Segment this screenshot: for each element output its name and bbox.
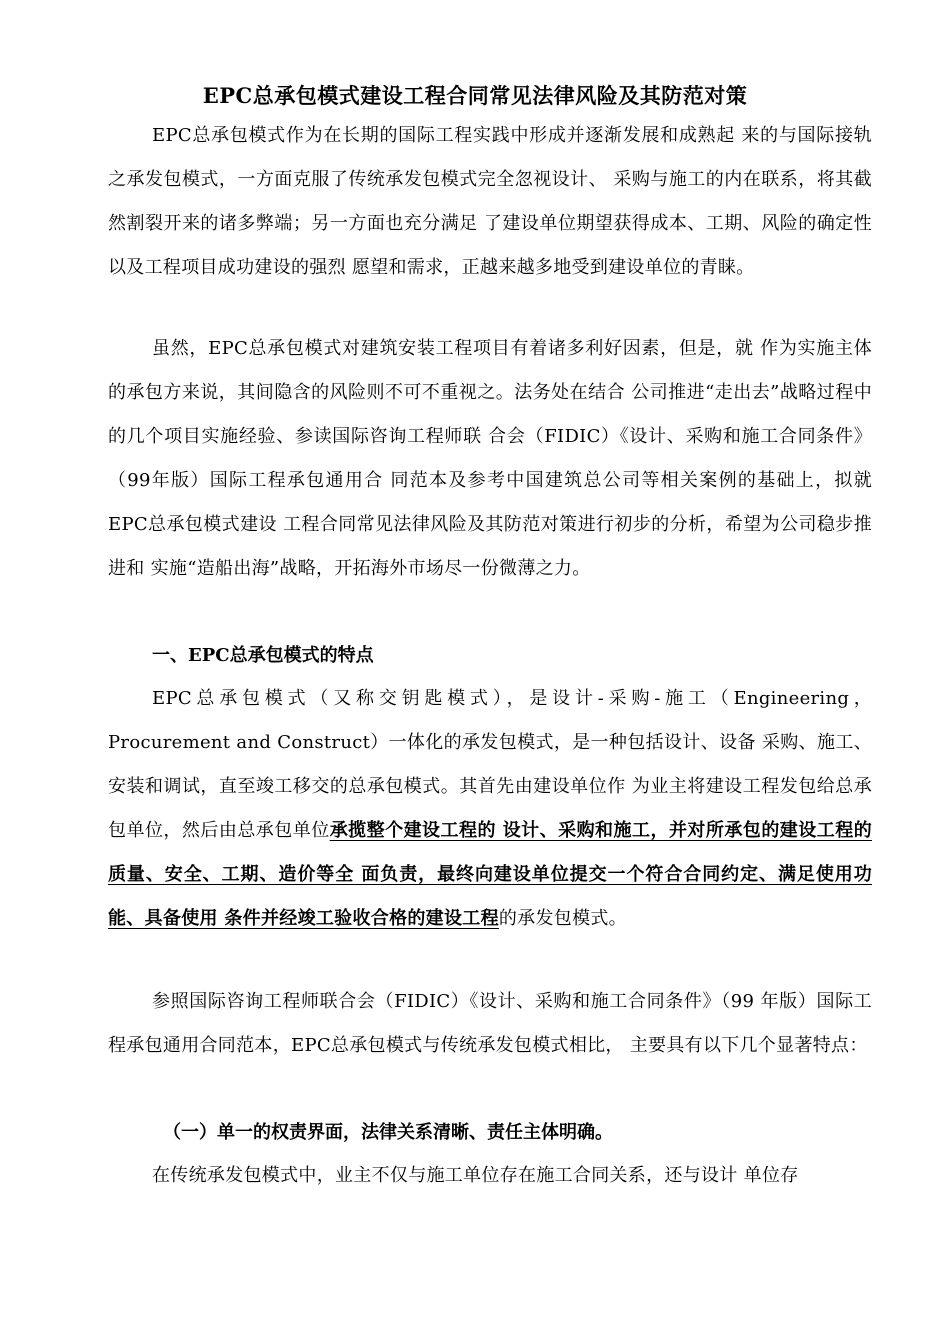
paragraph-1-text: EPC总承包模式作为在长期的国际工程实践中形成并逐渐发展和成熟起 来的与国际接轨之承发包模式，一方面克服了传统承发包模式完全忽视设计、 采购与施工的内在联系，将其截然割裂开来的诸多弊端；另一方面也充分满足 了建设单位期望获得成本、工期、风险的确定性以及工程项目成功建设的强烈 愿望和需求，正越来越多地受到建设单位的青睐。: [108, 125, 872, 278]
paragraph-traditional-model: [108, 1154, 872, 1198]
paragraph-epc-definition: [108, 677, 872, 941]
paragraph-5-text: 在传统承发包模式中，业主不仅与施工单位存在施工合同关系，还与设计 单位存: [152, 1165, 799, 1186]
paragraph-intro: [108, 114, 872, 290]
paragraph-risk-overview: [108, 327, 872, 591]
paragraph-3-emphasis: 承揽整个建设工程的 设计、采购和施工，并对所承包的建设工程的质量、安全、工期、造价等全 面负责，最终向建设单位提交一个符合合同约定、满足使用功能、具备使用 条件并经竣工验收合格的建设工程: [108, 820, 872, 929]
paragraph-3-text: [108, 677, 872, 941]
paragraph-3-tail: 的承发包模式。: [498, 908, 627, 929]
document-title: EPC总承包模式建设工程合同常见法律风险及其防范对策: [202, 83, 748, 108]
subsection-1-heading: （一）单一的权责界面，法律关系清晰、责任主体明确。: [163, 1122, 613, 1143]
section-1-heading: 一、EPC总承包模式的特点: [152, 645, 374, 666]
paragraph-2-text: 虽然，EPC总承包模式对建筑安装工程项目有着诸多利好因素，但是，就 作为实施主体的承包方来说，其间隐含的风险则不可不重视之。法务处在结合 公司推进“走出去”战略过程中的几个项目实施经验、参读国际咨询工程师联 合会（FIDIC）《设计、采购和施工合同条件》（99年版）国际工程承包通用合 同范本及参考中国建筑总公司等相关案例的基础上，拟就EPC总承包模式建设 工程合同常见法律风险及其防范对策进行初步的分析，希望为公司稳步推进和 实施“造船出海”战略，开拓海外市场尽一份微薄之力。: [108, 338, 872, 579]
paragraph-fidic-comparison: [108, 980, 872, 1068]
paragraph-4-text: 参照国际咨询工程师联合会（FIDIC）《设计、采购和施工合同条件》（99 年版）国际工程承包通用合同范本，EPC总承包模式与传统承发包模式相比， 主要具有以下几个显著特点：: [108, 991, 872, 1056]
paragraph-3-lead: EPC总承包模式（又称交钥匙模式），是设计-采购-施工（Engineering，Procurement and Construct）一体化的承发包模式，是一种包括设计、设备 采购、施工、安装和调试，直至竣工移交的总承包模式。其首先由建设单位作 为业主将建设工程发包给总承包单位，然后由总承包单位: [108, 688, 872, 841]
